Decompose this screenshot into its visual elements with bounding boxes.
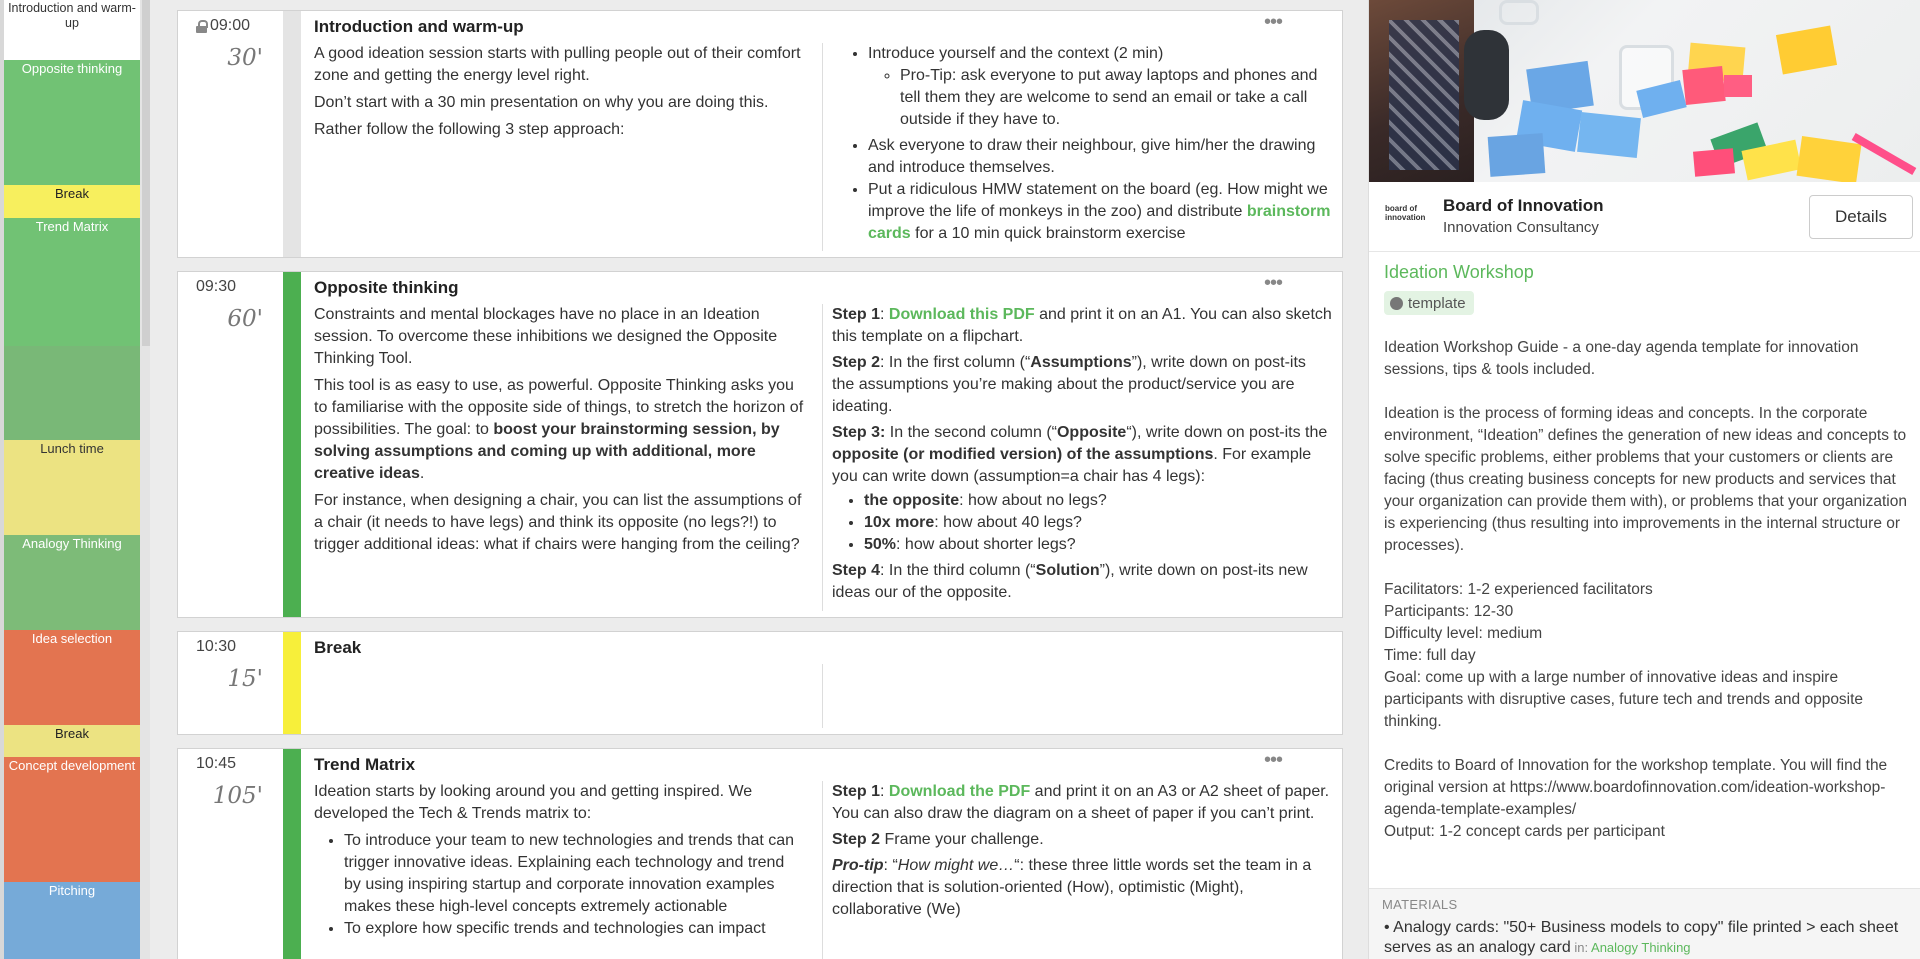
timeline-item-trend-matrix-cont[interactable]: [4, 346, 140, 440]
list-item: • Put a ridiculous HMW statement on the board (eg. How might we improve the life of monkeys in the zoo) and distribute brainstorm cards for a 10 min quick brainstorm exercise: [868, 179, 1332, 245]
more-options-icon[interactable]: •••: [1263, 749, 1282, 771]
more-options-icon[interactable]: •••: [1263, 272, 1282, 294]
workshop-title-link[interactable]: Ideation Workshop: [1384, 262, 1534, 282]
workshop-description: Ideation Workshop Guide - a one-day agenda template for innovation sessions, tips & tools included. Ideation is the process of forming ideas and concepts. In the corporate environment, “Ideation” defines the generation of new ideas and concepts to solve specific problems, either problems that your customers or clients are facing (thus creating business concepts for new products and services that your organization can provide them with), or problems that your organization is experiencing (thus resulting into improvements in the internal structure or processes). Facilitators: 1-2 experienced facilitators Participants: 12-30 Difficulty level: medium Time: full day Goal: come up with a large number of innovative ideas and inspire participants with disruptive cases, future tech and trends and opposite thinking. Credits to Board of Innovation for the workshop template. You will find the original version at https://www.boardofinnovation.com/ideation-workshop-agenda-template-examples/ Output: 1-2 concept cards per participant: [1384, 337, 1909, 865]
duration: 60': [227, 306, 263, 332]
step-2: Step 2: In the first column (“Assumptions”), write down on post-its the assumptions you’re making about the product/service you are ideating.: [832, 354, 1306, 415]
workshop-photo: [1369, 0, 1920, 182]
timeline-item-pitching[interactable]: Pitching: [4, 882, 140, 959]
materials-label: MATERIALS: [1382, 897, 1458, 912]
duration: 30': [227, 45, 263, 71]
timeline-item-analogy-thinking[interactable]: Analogy Thinking: [4, 535, 140, 630]
agenda-timeline: [0, 0, 142, 959]
duration: 105': [212, 783, 263, 809]
list-item: • the opposite: how about no legs?: [864, 490, 1332, 512]
brainstorm-cards-link[interactable]: brainstorm cards: [868, 203, 1331, 242]
globe-icon: [1390, 297, 1403, 310]
block-instructions: [832, 781, 1332, 925]
list-item: ◦ Pro-Tip: ask everyone to put away laptops and phones and tell them they are welcome to send an email or take a call outside if they have to.: [900, 65, 1332, 131]
time-column: [178, 272, 283, 617]
block-instructions: [832, 43, 1332, 245]
agenda-block-intro[interactable]: [177, 10, 1343, 258]
duration: 15': [227, 666, 263, 692]
column-divider: [822, 781, 823, 959]
step-3: Step 3: In the second column (“Opposite“), write down on post-its the opposite (or modified version) of the assumptions. For example you can write down (assumption=a chair has 4 legs):: [832, 424, 1328, 485]
start-time: 09:00: [196, 17, 250, 35]
download-pdf-link[interactable]: Download the PDF: [888, 783, 1031, 800]
color-bar: [283, 632, 301, 734]
timeline-item-idea-selection[interactable]: Idea selection: [4, 630, 140, 725]
timeline-item-concept-development[interactable]: Concept development: [4, 757, 140, 882]
lock-icon: [196, 20, 208, 33]
list-item: • 50%: how about shorter legs?: [864, 534, 1332, 556]
start-time: 10:30: [196, 638, 237, 655]
time-column: [178, 632, 283, 734]
download-pdf-link[interactable]: Download this PDF: [888, 306, 1035, 323]
agenda-block-trend-matrix[interactable]: [177, 748, 1343, 959]
agenda-block-opposite-thinking[interactable]: [177, 271, 1343, 618]
step-4: Step 4: In the third column (“Solution”), write down on post-its new ideas our of the opposite.: [832, 562, 1308, 601]
time-column: [178, 749, 283, 959]
material-item: • Analogy cards: "50+ Business models to copy" file printed > each sheet serves as an analogy card in: Analogy Thinking: [1384, 919, 1899, 956]
details-panel: [1368, 0, 1920, 959]
materials-section: [1369, 888, 1920, 959]
timeline-item-lunch[interactable]: Lunch time: [4, 440, 140, 535]
timeline-item-intro[interactable]: Introduction and warm-up: [4, 0, 140, 60]
agenda-block-break[interactable]: [177, 631, 1343, 735]
color-bar: [283, 11, 301, 257]
list-item: • Ask everyone to draw their neighbour, give him/her the drawing and introduce themselves.: [868, 135, 1332, 179]
block-title: Introduction and warm-up: [314, 17, 524, 36]
block-title: Opposite thinking: [314, 278, 459, 297]
timeline-item-trend-matrix[interactable]: Trend Matrix: [4, 218, 140, 346]
organization-header: [1369, 182, 1920, 252]
details-button[interactable]: Details: [1809, 195, 1913, 239]
org-name[interactable]: Board of Innovation: [1443, 196, 1604, 215]
block-description: Constraints and mental blockages have no place in an Ideation session. To overcome these inhibitions we designed the Opposite Thinking Tool. This tool is as easy to use, as powerful. Opposite Thinking asks you to familiarise with the opposite side of things, to stretch the horizon of possibilities. The goal: to boost your brainstorming session, by solving assumptions and coming up with additional, more creative ideas. For instance, when designing a chair, you can list the assumptions of a chair (it needs to have legs) and think its opposite (no legs?!) to trigger additional ideas: what if chairs were hanging from the ceiling?: [314, 306, 804, 553]
workshop-facts: Facilitators: 1-2 experienced facilitators Participants: 12-30 Difficulty level: medium Time: full day Goal: come up with a large number of innovative ideas and inspire participants with disruptive cases, future tech and trends and opposite thinking.: [1384, 581, 1864, 730]
block-description: Ideation starts by looking around you and getting inspired. We developed the Tech & Trends matrix to: • To introduce your team to new technologies and trends that can trigger innovative ideas. Explaining each technology and trend by using inspiring startup and corporate innovation examples makes these high-level concepts extremely actionable • To explore how specific trends and technologies can impact: [314, 781, 804, 940]
time-column: [178, 11, 283, 257]
agenda-list: [150, 0, 1368, 959]
timeline-item-break[interactable]: Break: [4, 185, 140, 218]
color-bar: [283, 272, 301, 617]
template-tag[interactable]: template: [1384, 291, 1474, 315]
column-divider: [822, 304, 823, 611]
block-title: Trend Matrix: [314, 755, 416, 774]
color-bar: [283, 749, 301, 959]
list-item: • 10x more: how about 40 legs?: [864, 512, 1332, 534]
timeline-item-break-2[interactable]: Break: [4, 725, 140, 757]
timeline-item-opposite-thinking[interactable]: Opposite thinking: [4, 60, 140, 185]
step-1: Step 1: Download this PDF and print it on an A1. You can also sketch this template on a flipchart.: [832, 306, 1332, 345]
analogy-thinking-link[interactable]: Analogy Thinking: [1591, 940, 1691, 955]
start-time: 09:30: [196, 278, 237, 295]
org-type: Innovation Consultancy: [1443, 219, 1599, 236]
step-1: Step 1: Download the PDF and print it on an A3 or A2 sheet of paper. You can also draw the diagram on a sheet of paper if you can’t print.: [832, 783, 1330, 822]
block-description: A good ideation session starts with pulling people out of their comfort zone and getting the energy level right. Don’t start with a 30 min presentation on why you are doing this. Rather follow the following 3 step approach:: [314, 45, 801, 138]
list-item: • To explore how specific trends and technologies can impact: [344, 918, 804, 940]
column-divider: [822, 43, 823, 251]
timeline-scrollbar-thumb[interactable]: [142, 0, 150, 346]
step-2: Step 2 Frame your challenge.: [832, 831, 1044, 848]
block-title: Break: [314, 638, 362, 657]
list-item: • Introduce yourself and the context (2 min) ◦ Pro-Tip: ask everyone to put away laptops and phones and tell them they are welcome to send an email or take a call outside if they have to.: [868, 43, 1332, 131]
start-time: 10:45: [196, 755, 237, 772]
column-divider: [822, 664, 823, 728]
pro-tip: Pro-tip: “How might we…“: these three little words set the team in a direction that is solution-oriented (How), optimistic (Might), collaborative (We): [832, 857, 1312, 918]
list-item: • To introduce your team to new technologies and trends that can trigger innovative ideas. Explaining each technology and trend by using inspiring startup and corporate innovation examples makes these high-level concepts extremely actionable: [344, 830, 804, 918]
more-options-icon[interactable]: •••: [1263, 11, 1282, 33]
org-logo[interactable]: board of innovation: [1385, 204, 1426, 222]
block-instructions: [832, 304, 1332, 608]
